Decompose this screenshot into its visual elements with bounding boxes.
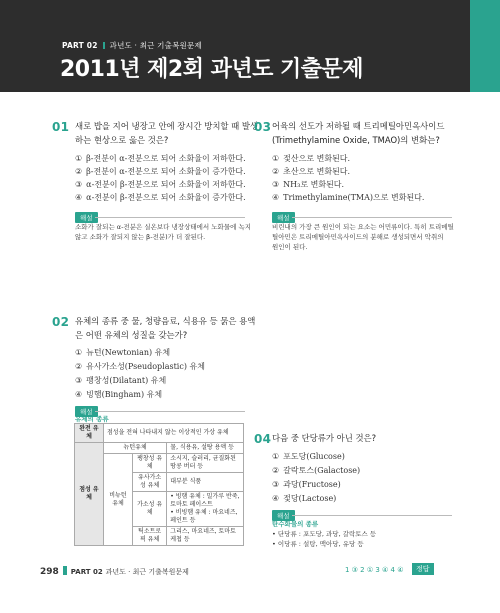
header-part: PART 02 <box>62 41 98 50</box>
option-text: 과당(Fructose) <box>283 480 341 489</box>
explanation-rule <box>292 515 452 516</box>
option-text: 팽창성(Dilatant) 유체 <box>86 376 167 385</box>
option-number: ④ <box>272 494 280 503</box>
explanation-line: 원인이 된다. <box>272 243 308 251</box>
explanation-line: 비린내의 가장 큰 원인이 되는 요소는 어민류이다. 특히 트리메틸 <box>272 223 454 231</box>
option-number: ② <box>272 167 280 176</box>
option-number: ② <box>75 362 83 371</box>
option-text: β-전분이 α-전분으로 되어 소화율이 저하한다. <box>86 154 246 163</box>
option-text: NH₃로 변화된다. <box>283 180 345 189</box>
option-number: ① <box>75 154 83 163</box>
table-cell: • 빙햄 유체 : 밀가루 반죽, 토마토 페이스트 • 비빙햄 유체 : 마요네즈, 페인트 등 <box>167 492 244 527</box>
explanation-rule <box>292 217 452 218</box>
explanation-line: • 단당류 : 포도당, 과당, 갈락토스 등 <box>272 530 377 538</box>
page-footer <box>40 566 189 577</box>
explanation-text-01 <box>75 222 251 242</box>
option-number: ④ <box>75 390 83 399</box>
option-text: β-전분이 α-전분으로 되어 소화율이 증가한다. <box>86 167 246 176</box>
option-04-2[interactable] <box>272 465 360 476</box>
option-02-3[interactable] <box>75 375 166 386</box>
option-text: 빙햄(Bingham) 유체 <box>86 390 163 399</box>
footer-breadcrumb: 과년도 · 최근 기출복원문제 <box>105 568 189 576</box>
option-number: ③ <box>272 480 280 489</box>
header-part-line <box>62 40 202 51</box>
table-cell-head: 점성 유체 <box>75 443 104 546</box>
option-number: ② <box>272 466 280 475</box>
option-01-2[interactable] <box>75 166 246 177</box>
explanation-line: 소화가 잘되는 α-전분은 실온보다 냉장상태에서 노화물에 녹지 <box>75 223 252 231</box>
option-text: 초산으로 변화된다. <box>283 167 351 176</box>
table-cell: 점성을 전혀 나타내지 않는 이상적인 가상 유체 <box>104 424 244 443</box>
question-number-01: 01 <box>52 120 70 134</box>
explanation-rule <box>95 217 245 218</box>
answer-tag: 정답 <box>412 563 434 575</box>
question-text-line: 하는 현상으로 옳은 것은? <box>75 134 169 145</box>
answer-key: 1 ③ 2 ① 3 ④ 4 ④ <box>345 566 404 574</box>
option-text: α-전분이 β-전분으로 되어 소화율이 증가한다. <box>86 193 246 202</box>
explanation-line: 않고 소화가 잘되지 않는 β-전분)가 더 잘된다. <box>75 233 206 241</box>
explanation-line: • 이당류 : 설탕, 맥아당, 유당 등 <box>272 540 364 548</box>
option-number: ① <box>75 348 83 357</box>
explanation-rule <box>95 411 245 412</box>
question-number-04: 04 <box>254 432 272 446</box>
fluid-types-table <box>74 423 244 546</box>
option-03-2[interactable] <box>272 166 350 177</box>
explanation-tag-03: 해설 <box>272 212 295 223</box>
explanation-tag-04: 해설 <box>272 510 295 521</box>
explanation-tag-02: 해설 <box>75 406 98 417</box>
question-text-line: 은 어떤 유체의 성질을 갖는가? <box>75 329 188 340</box>
question-text-line: 새로 밥을 지어 냉장고 안에 장시간 방치할 때 발생 <box>75 121 259 131</box>
option-number: ④ <box>272 193 280 202</box>
option-text: 유사가소성(Pseudoplastic) 유체 <box>86 362 205 371</box>
option-02-1[interactable] <box>75 347 170 358</box>
option-text: 뉴턴(Newtonian) 유체 <box>86 348 171 357</box>
option-text: Trimethylamine(TMA)으로 변화된다. <box>283 193 425 202</box>
table-cell: 대부분 식품 <box>167 473 244 492</box>
explanation-line: 틸아민은 트리메틸아민옥사이드의 분해로 생성되면서 악취의 <box>272 233 444 241</box>
explanation-text-04 <box>272 529 376 549</box>
option-03-4[interactable] <box>272 192 424 203</box>
table-row <box>75 443 244 454</box>
explanation-text-03 <box>272 222 454 252</box>
table-cell-sub: 비뉴턴 유체 <box>104 454 133 546</box>
table-row <box>75 424 244 443</box>
table-cell: 소시지, 슬러리, 균질화된 땅콩 버터 등 <box>167 454 244 473</box>
table-cell-head: 완전 유체 <box>75 424 104 443</box>
option-text: 젖산으로 변화된다. <box>283 154 351 163</box>
table-cell-sub: 유사가소성 유체 <box>133 473 167 492</box>
option-number: ③ <box>75 180 83 189</box>
question-text-line: 어육의 선도가 저하될 때 트리메틸아민옥사이드 <box>272 121 445 131</box>
question-text-line: 다음 중 단당류가 아닌 것은? <box>272 433 377 443</box>
table-cell-sub: 팽창성 유체 <box>133 454 167 473</box>
option-text: 포도당(Glucose) <box>283 452 345 461</box>
option-text: 갈락토스(Galactose) <box>283 466 361 475</box>
question-text-02 <box>75 315 255 342</box>
explanation-head-02: 유체의 종류 <box>75 415 109 423</box>
footer-part: PART 02 <box>70 568 103 576</box>
question-number-02: 02 <box>52 315 70 329</box>
option-04-3[interactable] <box>272 479 341 490</box>
table-cell-sub: 틱소트로픽 유체 <box>133 527 167 546</box>
option-text: α-전분이 β-전분으로 되어 소화율이 저하한다. <box>86 180 246 189</box>
question-text-01 <box>75 120 258 147</box>
question-number-03: 03 <box>254 120 272 134</box>
option-number: ② <box>75 167 83 176</box>
option-number: ④ <box>75 193 83 202</box>
option-02-2[interactable] <box>75 361 205 372</box>
question-text-04 <box>272 432 376 446</box>
question-text-line: 유체의 종류 중 물, 청량음료, 식용유 등 묽은 용액 <box>75 316 256 326</box>
option-03-3[interactable] <box>272 179 344 190</box>
footer-mark <box>63 566 67 575</box>
option-text: 젖당(Lactose) <box>283 494 337 503</box>
option-number: ① <box>272 452 280 461</box>
table-cell-sub: 가소성 유체 <box>133 492 167 527</box>
header-accent-band <box>470 0 500 92</box>
explanation-head-04: 탄수화물의 종류 <box>272 520 319 528</box>
option-02-4[interactable] <box>75 389 162 400</box>
option-number: ③ <box>272 180 280 189</box>
option-01-3[interactable] <box>75 179 246 190</box>
table-cell-sub: 뉴턴유체 <box>104 443 167 454</box>
option-04-1[interactable] <box>272 451 345 462</box>
page-title: 2011년 제2회 과년도 기출문제 <box>60 57 364 82</box>
table-cell: 물, 식용유, 설탕 용액 등 <box>167 443 244 454</box>
header-divider <box>103 42 105 49</box>
option-01-4[interactable] <box>75 192 246 203</box>
option-number: ① <box>272 154 280 163</box>
question-text-line: (Trimethylamine Oxide, TMAO)의 변화는? <box>272 134 440 145</box>
option-number: ③ <box>75 376 83 385</box>
option-03-1[interactable] <box>272 153 350 164</box>
header-breadcrumb: 과년도 · 최근 기출복원문제 <box>109 41 202 50</box>
option-04-4[interactable] <box>272 493 336 504</box>
page-number: 298 <box>40 567 59 577</box>
page-header <box>0 0 500 92</box>
question-text-03 <box>272 120 444 147</box>
explanation-tag-01: 해설 <box>75 212 98 223</box>
option-01-1[interactable] <box>75 153 246 164</box>
table-cell: 그리스, 마요네즈, 토마토 케첩 등 <box>167 527 244 546</box>
